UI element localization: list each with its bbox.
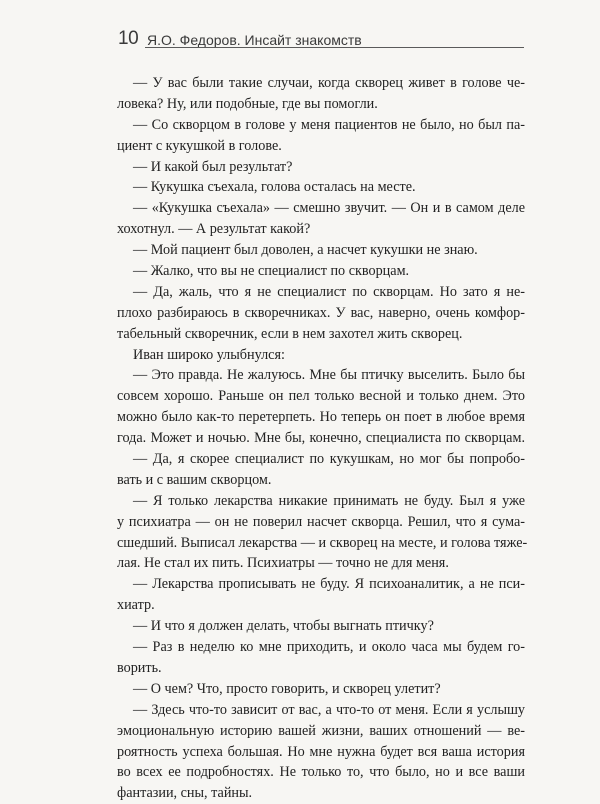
text-line: — Здесь что-то зависит от вас, а что-то от меня. Если я услышу — [133, 701, 525, 718]
text-line: — Это правда. Не жалуюсь. Мне бы птичку выселить. Было бы — [133, 367, 525, 384]
text-line: совсем хорошо. Раньше он пел только весной и только днем. Это — [117, 388, 525, 405]
text-line: ворить. — [117, 659, 162, 676]
text-line: хохотнул. — А результат какой? — [117, 221, 311, 238]
text-line: фантазии, сны, тайны. — [117, 785, 253, 802]
text-line: — «Кукушка съехала» — смешно звучит. — Он и в самом деле — [133, 200, 525, 217]
text-line: — Раз в неделю ко мне приходить, и около часа мы будем го- — [133, 639, 525, 656]
text-line: табельный скворечник, если в нем захотел жить скворец. — [117, 325, 463, 342]
text-line: — Да, я скорее специалист по кукушкам, но мог бы попробо- — [133, 451, 525, 468]
text-line: — И какой был результат? — [133, 158, 293, 175]
text-line: — Да, жаль, что я не специалист по скворцам. Но зато я не- — [133, 283, 525, 300]
text-line: — Со скворцом в голове у меня пациентов не было, но был па- — [133, 116, 525, 133]
text-line: эмоциональную историю вашей жизни, ваших отношений — ве- — [117, 722, 525, 739]
text-line: хиатр. — [117, 597, 155, 614]
page-number: 10 — [118, 28, 139, 49]
text-line: — Мой пациент был доволен, а насчет кукушки не знаю. — [133, 242, 478, 259]
text-line: ловека? Ну, или подобные, где вы помогли. — [117, 95, 378, 112]
text-line: — У вас были такие случаи, когда скворец живет в голове че- — [133, 75, 525, 91]
running-header — [118, 28, 524, 50]
text-line: — Лекарства прописывать не буду. Я психоаналитик, а не пси- — [133, 576, 525, 593]
text-line: сшедший. Выписал лекарства — и скворец на месте, и голова тяже- — [117, 534, 528, 551]
text-line: лая. Не стал их пить. Психиатры — точно не для меня. — [117, 555, 449, 572]
text-line: циент с кукушкой в голове. — [117, 137, 282, 154]
text-line: плохо разбираюсь в скворечниках. У вас, наверно, очень комфор- — [117, 304, 525, 321]
text-line: во всех ее подробностях. Не только то, что было, но и все ваши — [117, 764, 525, 781]
text-line: у психиатра — он не поверил насчет скворца. Решил, что я сума- — [117, 513, 525, 530]
text-line: вать и с вашим скворцом. — [117, 471, 272, 488]
running-title: Я.О. Федоров. Инсайт знакомств — [147, 32, 362, 48]
text-line: можно было как-то перетерпеть. Но теперь он поет в любое время — [117, 409, 525, 426]
text-line: — Жалко, что вы не специалист по скворцам. — [133, 263, 410, 280]
text-line: — О чем? Что, просто говорить, и скворец улетит? — [133, 680, 441, 697]
header-rule — [145, 47, 524, 48]
text-line: — Я только лекарства никакие принимать не буду. Был я уже — [133, 492, 525, 509]
text-line: Иван широко улыбнулся: — [133, 346, 285, 363]
text-line: роятность успеха большая. Но мне нужна будет вся ваша история — [117, 743, 525, 760]
text-line: — Кукушка съехала, голова осталась на месте. — [133, 179, 416, 196]
text-line: года. Может и ночью. Мне бы, конечно, специалиста по скворцам. — [117, 430, 525, 447]
body-text — [117, 73, 528, 804]
text-line: — И что я должен делать, чтобы выгнать птичку? — [133, 618, 434, 635]
